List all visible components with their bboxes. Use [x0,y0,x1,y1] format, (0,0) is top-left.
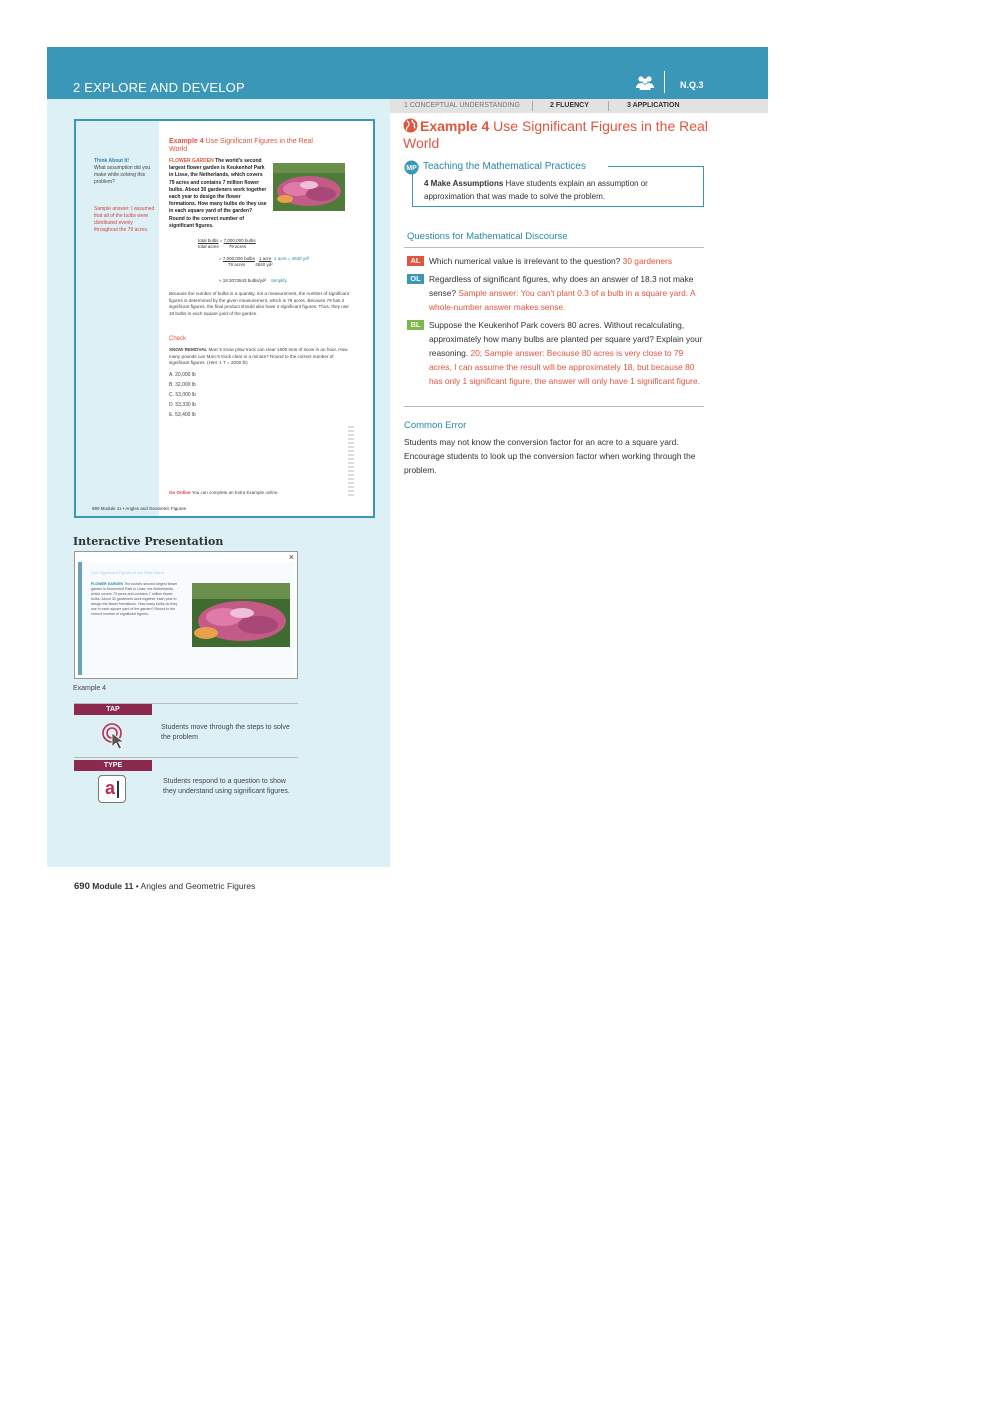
thumb-footer: 690 Module 11 • Angles and Geometric Figures [92,506,187,511]
answer-text: 30 gardeners [622,256,673,266]
answer-choices [169,370,196,420]
close-icon[interactable]: × [288,552,294,562]
header-divider [664,71,665,93]
example-title: Use Significant Figures in the Real World [403,118,708,151]
divider [404,406,704,407]
choice-a[interactable]: A. 20,000 lb [169,372,196,378]
slide-flower-photo [192,583,290,647]
equation-3 [219,278,288,283]
thumb-example-title [169,138,319,154]
presentation-slide [78,562,294,675]
choice-c[interactable]: C. 53,000 lb [169,392,196,398]
module-title: • Angles and Geometric Figures [133,881,256,891]
example-label: Example 4 [420,118,490,134]
question-text: Which numerical value is irrelevant to the question? [429,256,623,266]
type-step-text: Students respond to a question to show they understand using significant figures. [163,778,290,795]
flower-garden-photo [273,163,345,211]
eq2-note: 1 acre = 4840 yd² [273,256,310,261]
question-bl [429,318,704,388]
eq1-right: 7,000,000 bulbs [223,238,256,243]
page-footer [74,881,255,892]
vertical-credit [348,426,354,498]
choice-e[interactable]: E. 53,400 lb [169,412,196,418]
common-error-title: Common Error [404,420,467,431]
tab-separator [532,101,533,111]
check-label: Check [169,336,187,342]
problem-text: The world's second largest flower garden is Keukenhof Park in Lisse, the Netherlands, which covers 79 acres and contains 7 million flower bulbs. About 30 gardeners work together each year to design the flower formations. How many bulbs do they use in each square yard of the garden? Round to the correct number of significant figures. [169,158,267,229]
snow-keyword: SNOW REMOVAL [169,347,208,352]
eq2-b: 1 acre [258,256,272,261]
snow-text: Marc's snow plow truck can clear 1600 tons of snow in an hour. How many pounds can Marc's truck clear in a minute? Round to the correct number of significant figures. (Hint: 1 T = 2000 lb) [169,347,348,365]
type-text-icon [98,775,126,803]
problem-keyword: FLOWER GARDEN [169,158,214,164]
sample-answer: Sample answer: I assumed that all of the bulbs were distributed evenly throughout the 79 acres. [94,206,155,233]
slide-text [91,582,183,617]
eq3-note: Simplify. [271,278,288,283]
question-al [429,254,704,268]
mp-title: Teaching the Mathematical Practices [423,161,586,172]
type-badge: TYPE [74,760,152,771]
choice-b[interactable]: B. 32,000 lb [169,382,196,388]
student-page-thumbnail [74,119,375,518]
slide-body: The world's second largest flower garden is Keukenhof Park in Lisse, the Netherlands, which covers 79 acres and contains 7 million flower bulbs. About 30 gardeners work together each year to design the flower formations. How many bulbs do they use in each square yard of the garden? Round to the correct number of significant figures. [91,582,178,616]
divider [74,757,298,758]
eq2-b-den: 4840 yd² [255,262,273,267]
go-online-text: You can complete an Extra Example online. [191,490,279,495]
level-badge-ol: OL [407,274,424,284]
group-people-icon [635,75,655,91]
equation-1-den [198,244,246,249]
go-online-label: Go Online [169,490,191,495]
mp-text [424,177,699,203]
presentation-caption: Example 4 [73,685,107,692]
slide-keyword: FLOWER GARDEN [91,582,124,586]
example-heading [403,118,713,152]
check-problem [169,347,349,367]
common-error-text: Students may not know the conversion factor for an acre to a square yard. Encourage students to look up the conversion factor when working through the problem. [404,437,696,475]
eq2-a-den: 79 acres [228,262,246,267]
thumb-example-label: Example 4 [169,138,204,145]
divider [404,247,704,248]
choice-d[interactable]: D. 53,330 lb [169,402,196,408]
globe-icon [403,118,418,133]
thumb-problem [169,158,269,230]
interactive-presentation-title: Interactive Presentation [73,535,224,548]
eq1-left: total bulbs [198,238,219,243]
thumb-example-text: Use Significant Figures in the Real World [169,138,313,153]
level-badge-bl: BL [407,320,424,330]
think-about-it-body: What assumption did you make while solving this problem? [94,165,151,185]
tab-separator [608,101,609,111]
mp-badge-icon [404,160,421,175]
section-title: 2 EXPLORE AND DEVELOP [73,80,245,95]
slide-title: Use Significant Figures in the Real World [91,570,164,575]
tap-step-text: Students move through the steps to solve the problem [161,724,290,741]
eq3: ≈ 18.3073543 bulbs/yd² [219,278,267,283]
standard-code: N.Q.3 [680,80,704,90]
tap-pointer-icon [101,722,127,750]
level-badge-al: AL [407,256,424,266]
tab-fluency[interactable]: 2 FLUENCY [550,102,589,109]
type-glyph: a [105,778,116,798]
page-number: 690 [74,881,90,892]
question-text: Regardless of significant figures, why does an answer of 18.3 not make sense? [429,274,694,298]
section-header [47,47,768,99]
equation-2-den [228,262,273,267]
tap-badge: TAP [74,704,152,715]
equation-2: = 7,000,000 bulbs · 1 acre 1 acre = 4840 yd² [219,256,310,261]
solution-paragraph: Because the number of bulbs is a quantity, not a measurement, the number of significant figures is determined by the given measurement, which is 79 acres. Because 79 has 2 significant figures, the final product should also have 2 significant figures. Thus, they use 18 bulbs in each square yard of the garden. [169,291,349,316]
tab-application[interactable]: 3 APPLICATION [627,102,680,109]
answer-text: Sample answer: You can't plant 0.3 of a bulb in a square yard. A whole-number answer makes sense. [429,288,696,312]
tab-conceptual[interactable]: 1 CONCEPTUAL UNDERSTANDING [404,102,520,109]
eq2-a: 7,000,000 bulbs [222,256,255,261]
interactive-presentation-preview[interactable] [74,551,298,679]
eq1-right-den: 79 acres [228,244,247,249]
mp-badge-text: MP [406,165,417,172]
mp-description: Have students explain an assumption or approximation that was made to solve the problem. [424,179,648,201]
discourse-title: Questions for Mathematical Discourse [407,231,568,242]
eq1-left-den: total acres [198,244,219,249]
go-online-note [169,490,279,495]
mp-practice: 4 Make Assumptions [424,179,504,188]
answer-text: 20; Sample answer: Because 80 acres is very close to 79 acres, I can assume the result will be approximately 18, but because 80 has only 1 significant figure, the answer will only have 1 significant figure. [429,348,700,386]
practice-tabs [390,99,768,113]
think-about-it-title: Think About It! [94,158,130,164]
question-ol [429,272,704,314]
equation-1: total bulbs = 7,000,000 bulbs [198,238,256,243]
module-label: Module 11 [92,881,134,891]
question-text: Suppose the Keukenhof Park covers 80 acres. Without recalculating, approximately how many bulbs are planted per square yard? Explain your reasoning. [429,320,703,358]
